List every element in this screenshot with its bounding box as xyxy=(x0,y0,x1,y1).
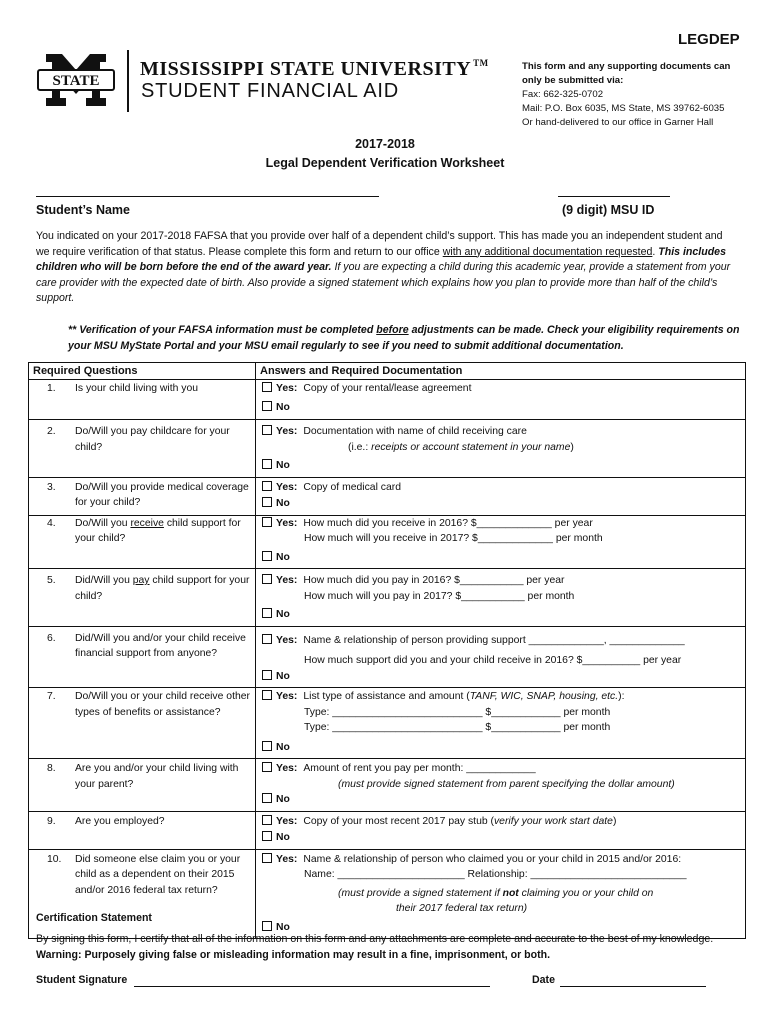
checkbox-icon xyxy=(262,459,272,469)
question-number: 2. xyxy=(47,426,56,437)
table-row xyxy=(29,477,746,515)
answer-note: (must provide signed statement from parent specifying the dollar amount) xyxy=(338,778,675,790)
question-text: Is your child living with you xyxy=(75,383,199,394)
intro-bold: This includes children who will be born before the end of the award year. xyxy=(36,245,726,273)
col-header-answers: Answers and Required Documentation xyxy=(256,363,746,380)
question-number: 1. xyxy=(47,383,56,394)
contact-info xyxy=(522,60,762,130)
checkbox-icon xyxy=(262,670,272,680)
no-checkbox[interactable]: No xyxy=(262,607,739,623)
form-code: LEGDEP xyxy=(678,31,740,48)
no-checkbox[interactable]: No xyxy=(262,669,739,685)
checkbox-icon xyxy=(262,608,272,618)
questions-table xyxy=(28,362,746,939)
checkbox-icon xyxy=(262,815,272,825)
university-name: MISSISSIPPI STATE UNIVERSITY ™ xyxy=(140,58,489,80)
no-checkbox[interactable]: No xyxy=(262,830,739,846)
question-number: 4. xyxy=(47,517,56,529)
msu-id-label: (9 digit) MSU ID xyxy=(562,203,655,217)
student-name-label: Student’s Name xyxy=(36,203,131,217)
no-checkbox[interactable]: No xyxy=(262,740,739,756)
contact-fax: Fax: 662-325-0702 xyxy=(522,89,604,100)
answer-note: (must provide a signed statement if not claiming you or your child on xyxy=(338,887,654,899)
table-row: 2. Do/Will you pay childcare for your child? Yes: Documentation with name of child receiving care (i.e.: receipts or account statement in your name) No xyxy=(29,420,746,478)
question-text: Do/Will you provide medical coverage for your child? xyxy=(75,481,249,508)
yes-checkbox[interactable]: Yes: xyxy=(262,381,297,397)
no-checkbox[interactable]: No xyxy=(262,792,739,808)
no-checkbox[interactable]: No xyxy=(262,496,739,512)
answer-text: How much did you receive in 2016? $_____________ per year xyxy=(303,517,593,529)
date-label: Date xyxy=(532,974,555,986)
question-text: Did/Will you and/or your child receive financial support from anyone? xyxy=(75,632,246,659)
yes-checkbox[interactable]: Yes: xyxy=(262,633,297,649)
no-checkbox[interactable]: No xyxy=(262,550,739,566)
yes-checkbox[interactable]: Yes: xyxy=(262,424,297,440)
certification-warning: Warning: Purposely giving false or misleading information may result in a fine, imprisonment, or both. xyxy=(36,948,551,961)
logo-divider xyxy=(127,50,129,112)
checkbox-icon xyxy=(262,382,272,392)
table-row xyxy=(29,569,746,627)
answer-note: their 2017 federal tax return) xyxy=(396,903,528,914)
checkbox-icon xyxy=(262,741,272,751)
page-title: Legal Dependent Verification Worksheet xyxy=(265,156,505,170)
title-year: 2017-2018 xyxy=(355,137,415,151)
checkbox-icon xyxy=(262,853,272,863)
question-text: Did someone else claim you or your child as a dependent on their 2015 and/or 2016 federal tax return? xyxy=(75,853,241,896)
question-text: Do/Will you pay childcare for your child? xyxy=(75,426,230,453)
table-row xyxy=(29,688,746,759)
table-row xyxy=(29,811,746,849)
yes-checkbox[interactable]: Yes: xyxy=(262,852,297,868)
intro-italic: If you are expecting a child during this academic year, provide a statement from your care provider with the expected date of birth. Also provide a signed statement which explains how you plan to provide more than half of the child’s support. xyxy=(36,261,731,304)
answer-text: How much will you pay in 2017? $___________ per month xyxy=(304,590,575,602)
msu-logo-icon xyxy=(36,52,116,108)
contact-line1: This form and any supporting documents can xyxy=(522,61,731,72)
no-checkbox[interactable]: No xyxy=(262,400,739,416)
certification-text: By signing this form, I certify that all of the information on this form and any attachments are complete and accurate to the best of my knowledge. Warning: Purposely giving false or misleading information may result in a fine, imprisonment, or both. xyxy=(36,933,714,961)
yes-checkbox[interactable]: Yes: xyxy=(262,516,297,532)
checkbox-icon xyxy=(262,497,272,507)
table-row xyxy=(29,849,746,939)
logo-text: STATE xyxy=(52,73,100,89)
checkbox-icon xyxy=(262,517,272,527)
yes-checkbox[interactable]: Yes: xyxy=(262,573,297,589)
checkbox-icon xyxy=(262,762,272,772)
yes-checkbox[interactable]: Yes: xyxy=(262,761,297,777)
department-name: STUDENT FINANCIAL AID xyxy=(141,80,399,102)
yes-checkbox[interactable]: Yes: xyxy=(262,480,297,496)
signature-field[interactable] xyxy=(134,986,490,987)
answer-text: Copy of your rental/lease agreement xyxy=(303,383,472,394)
contact-hand: Or hand-delivered to our office in Garner Hall xyxy=(522,117,714,128)
table-row xyxy=(29,515,746,569)
checkbox-icon xyxy=(262,481,272,491)
checkbox-icon xyxy=(262,690,272,700)
question-number: 6. xyxy=(47,632,56,644)
verification-notice: ** Verification of your FAFSA information must be completed before adjustments can be made. Check your eligibility requirements on your MSU MyState Portal and your MSU email regularly to see if you need to submit additional documentation. xyxy=(68,324,740,352)
checkbox-icon xyxy=(262,425,272,435)
question-number: 5. xyxy=(47,575,56,586)
checkbox-icon xyxy=(262,551,272,561)
table-row xyxy=(29,759,746,812)
question-number: 8. xyxy=(47,763,56,774)
no-checkbox[interactable]: No xyxy=(262,920,739,936)
no-checkbox[interactable]: No xyxy=(262,458,739,474)
question-number: 7. xyxy=(47,691,56,702)
checkbox-icon xyxy=(262,401,272,411)
question-text: Are you and/or your child living with your parent? xyxy=(75,763,239,790)
signature-label: Student Signature xyxy=(36,974,128,986)
question-text: Do/Will you receive child support for your child? xyxy=(75,517,241,544)
table-row xyxy=(29,626,746,688)
answer-text: Documentation with name of child receiving care xyxy=(303,426,527,437)
date-field[interactable] xyxy=(560,986,706,987)
question-number: 3. xyxy=(47,481,56,493)
answer-text: List type of assistance and amount (TANF, WIC, SNAP, housing, etc.): xyxy=(303,691,625,702)
question-number: 9. xyxy=(47,815,56,827)
intro-paragraph: You indicated on your 2017-2018 FAFSA that you provide over half of a dependent child’s support. This has made you an independent student and we require verification of that status. Please complete this form and return to our office with any additional documentation requested. This includes children who will be born before the end of the award year. If you are expecting a child during this academic year, provide a statement from your care provider with the expected date of birth. Also provide a signed statement which explains how you plan to provide more than half of the child’s support. xyxy=(36,230,731,304)
yes-checkbox[interactable]: Yes: xyxy=(262,814,297,830)
question-text: Are you employed? xyxy=(75,815,165,827)
checkbox-icon xyxy=(262,793,272,803)
answer-text: How much support did you and your child receive in 2016? $__________ per year xyxy=(304,655,682,666)
answer-text: Name & relationship of person who claimed you or your child in 2015 and/or 2016: xyxy=(303,853,682,865)
answer-text: Type: __________________________ $____________ per month xyxy=(304,706,611,718)
answer-text: Amount of rent you pay per month: ____________ xyxy=(303,763,536,774)
col-header-questions: Required Questions xyxy=(29,363,256,380)
yes-checkbox[interactable]: Yes: xyxy=(262,689,297,705)
checkbox-icon xyxy=(262,831,272,841)
trademark: TM xyxy=(473,58,489,68)
answer-text: Copy of medical card xyxy=(303,481,401,493)
student-name-field[interactable] xyxy=(36,196,379,197)
answer-text: How much will you receive in 2017? $_____________ per month xyxy=(304,533,603,544)
checkbox-icon xyxy=(262,634,272,644)
checkbox-icon xyxy=(262,921,272,931)
contact-mail: Mail: P.O. Box 6035, MS State, MS 39762-6035 xyxy=(522,103,725,114)
answer-text: Name & relationship of person providing support _____________, _____________ xyxy=(303,634,685,646)
intro-underline: with any additional documentation requested xyxy=(442,245,653,258)
answer-text: Name: ______________________ Relationship: ___________________________ xyxy=(304,869,687,880)
checkbox-icon xyxy=(262,574,272,584)
contact-line2: only be submitted via: xyxy=(522,75,624,86)
certification-heading: Certification Statement xyxy=(36,912,152,924)
answer-text: Type: __________________________ $____________ per month xyxy=(304,722,611,733)
answer-text: Copy of your most recent 2017 pay stub (verify your work start date) xyxy=(303,815,617,827)
table-row xyxy=(29,380,746,420)
msu-id-field[interactable] xyxy=(558,196,670,197)
answer-text: How much did you pay in 2016? $___________ per year xyxy=(303,575,565,586)
question-number: 10. xyxy=(47,853,62,865)
question-text: Do/Will you or your child receive other types of benefits or assistance? xyxy=(75,691,250,718)
question-text: Did/Will you pay child support for your child? xyxy=(75,575,250,602)
